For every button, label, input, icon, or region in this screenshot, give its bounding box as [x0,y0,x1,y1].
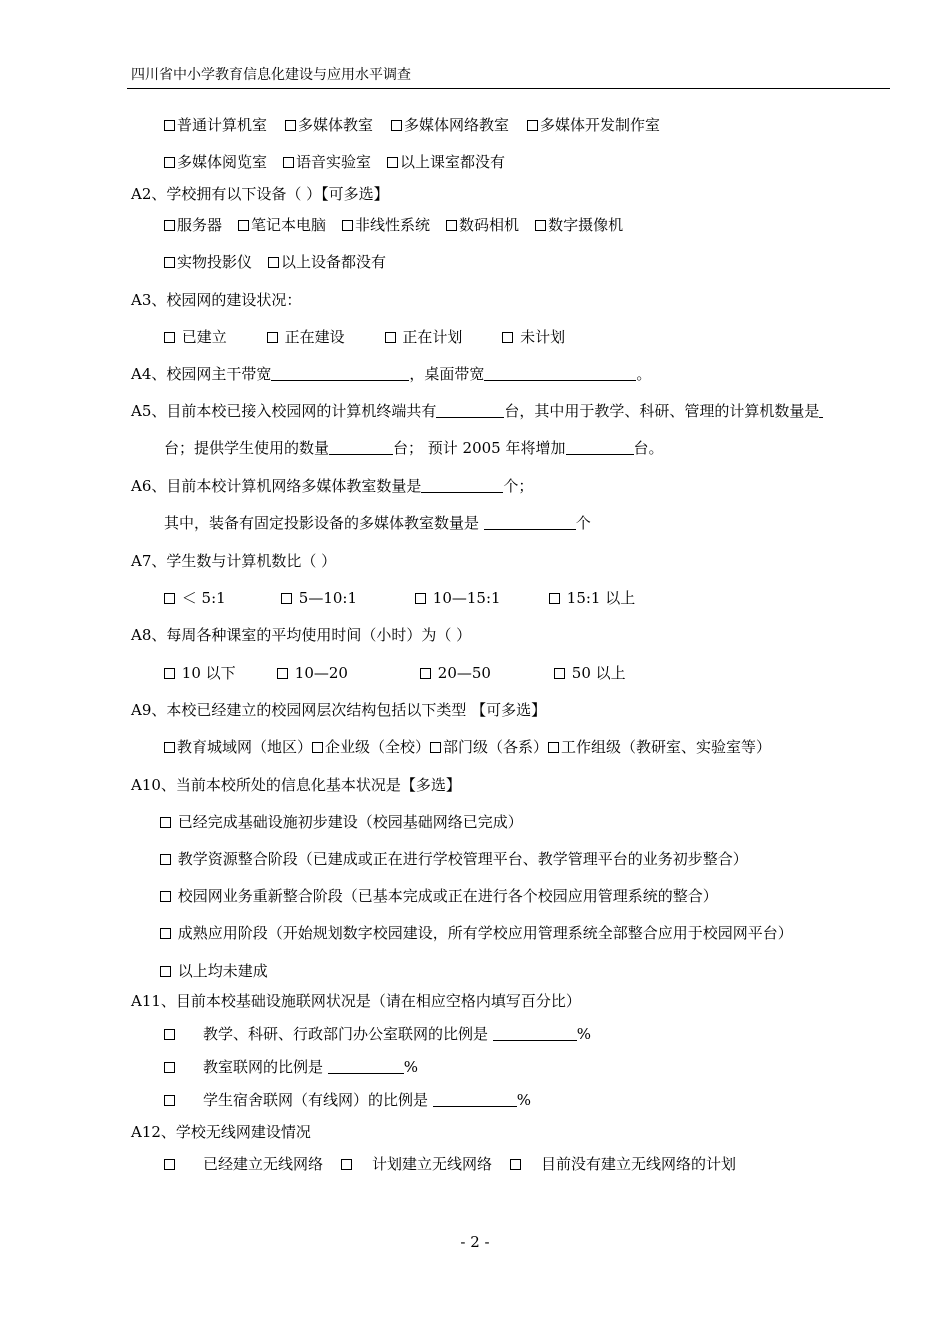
question-a10: A10、当前本校所处的信息化基本状况是【多选】 [131,776,461,794]
a11-item: 学生宿舍联网（有线网）的比例是 % [164,1090,531,1110]
option-checkbox[interactable]: 目前没有建立无线网络的计划 [510,1155,736,1173]
a2-options-row1 [164,215,623,235]
a11-checkbox[interactable] [164,1062,175,1073]
a10-option[interactable]: 成熟应用阶段（开始规划数字校园建设，所有学校应用管理系统全部整合应用于校园网平台） [160,923,793,943]
a12-options [164,1154,736,1174]
a10-option[interactable]: 校园网业务重新整合阶段（已基本完成或正在进行各个校园应用管理系统的整合） [160,886,718,906]
option-checkbox[interactable]: 20—50 [420,663,554,683]
a1-options-row1 [164,115,660,135]
question-a7: A7、学生数与计算机数比（ ） [131,552,337,570]
a10-option[interactable]: 以上均未建成 [160,961,268,981]
question-a5-line1: A5、目前本校已接入校园网的计算机终端共有 台，其中用于教学、科研、管理的计算机数量是 [131,401,823,421]
a11-item: 教学、科研、行政部门办公室联网的比例是 % [164,1024,591,1044]
option-checkbox[interactable]: 计划建立无线网络 [341,1155,492,1173]
question-a11: A11、目前本校基础设施联网状况是（请在相应空格内填写百分比） [131,992,581,1010]
backbone-bandwidth-field[interactable] [271,365,409,381]
question-a2: A2、学校拥有以下设备（ ）【可多选】 [131,185,389,203]
classroom-network-ratio-field[interactable] [328,1058,404,1074]
option-checkbox[interactable]: ＜ 5:1 [164,588,281,608]
a11-checkbox[interactable] [164,1095,175,1106]
question-a3: A3、校园网的建设状况： [131,291,302,309]
a1-options-row2 [164,152,505,172]
option-checkbox[interactable]: 以上课室都没有 [387,153,505,171]
running-header: 四川省中小学教育信息化建设与应用水平调查 [131,67,411,83]
option-checkbox[interactable]: 非线性系统 [342,216,430,234]
a9-options [164,737,771,757]
a7-options [164,588,635,608]
option-checkbox[interactable]: 已经建立无线网络 [164,1155,323,1173]
question-a6-line2: 其中，装备有固定投影设备的多媒体教室数量是 个 [164,514,591,532]
option-checkbox[interactable]: 语音实验室 [283,153,371,171]
option-checkbox[interactable]: 50 以上 [554,664,626,682]
desktop-bandwidth-field[interactable] [484,365,636,381]
a11-checkbox[interactable] [164,1029,175,1040]
a10-option[interactable]: 已经完成基础设施初步建设（校园基础网络已完成） [160,812,523,832]
question-a5-line2: 台；提供学生使用的数量 台； 预计 2005 年将增加 台。 [164,439,664,457]
option-checkbox[interactable]: 多媒体教室 [285,116,373,134]
dormitory-network-ratio-field[interactable] [433,1091,517,1107]
question-a8: A8、每周各种课室的平均使用时间（小时）为（ ） [131,626,472,644]
option-checkbox[interactable]: 服务器 [164,216,222,234]
option-checkbox[interactable]: 数码相机 [446,216,519,234]
option-checkbox[interactable]: 实物投影仪 [164,253,252,271]
planned-increase-field[interactable] [566,439,634,455]
option-checkbox[interactable]: 以上设备都没有 [268,253,386,271]
option-checkbox[interactable]: 企业级（全校） [312,738,430,756]
option-checkbox[interactable]: 已建立 [164,328,227,346]
question-a4: A4、校园网主干带宽 ，桌面带宽 。 [131,365,652,383]
a10-option[interactable]: 教学资源整合阶段（已建成或正在进行学校管理平台、教学管理平台的业务初步整合） [160,849,748,869]
question-a9: A9、本校已经建立的校园网层次结构包括以下类型 【可多选】 [131,701,547,719]
option-checkbox[interactable]: 正在计划 [385,328,463,346]
option-checkbox[interactable]: 数字摄像机 [535,216,623,234]
option-checkbox[interactable]: 多媒体阅览室 [164,153,267,171]
question-a12: A12、学校无线网建设情况 [131,1123,311,1141]
option-checkbox[interactable]: 10 以下 [164,663,277,683]
option-checkbox[interactable]: 多媒体网络教室 [391,116,509,134]
option-checkbox[interactable]: 多媒体开发制作室 [527,116,660,134]
multimedia-classroom-count-field[interactable] [421,477,503,493]
option-checkbox[interactable]: 正在建设 [267,328,345,346]
option-checkbox[interactable]: 15:1 以上 [549,589,635,607]
option-checkbox[interactable]: 未计划 [502,328,565,346]
office-network-ratio-field[interactable] [493,1025,577,1041]
question-a6-line1: A6、目前本校计算机网络多媒体教室数量是 个； [131,477,534,495]
option-checkbox[interactable]: 部门级（各系） [430,738,548,756]
teaching-computer-count-field[interactable] [819,402,823,418]
a11-item: 教室联网的比例是 % [164,1057,418,1077]
a2-options-row2 [164,252,386,272]
option-checkbox[interactable]: 教育城域网（地区） [164,738,312,756]
a3-options [164,327,565,347]
header-rule [127,88,890,89]
a8-options [164,663,626,683]
option-checkbox[interactable]: 5—10:1 [281,588,415,608]
page-number: - 2 - [460,1233,490,1251]
projector-classroom-count-field[interactable] [484,514,576,530]
option-checkbox[interactable]: 笔记本电脑 [238,216,326,234]
student-computer-count-field[interactable] [329,439,393,455]
option-checkbox[interactable]: 10—15:1 [415,588,549,608]
terminal-count-field[interactable] [436,402,504,418]
option-checkbox[interactable]: 10—20 [277,663,420,683]
option-checkbox[interactable]: 工作组级（教研室、实验室等） [548,738,771,756]
option-checkbox[interactable]: 普通计算机室 [164,116,267,134]
